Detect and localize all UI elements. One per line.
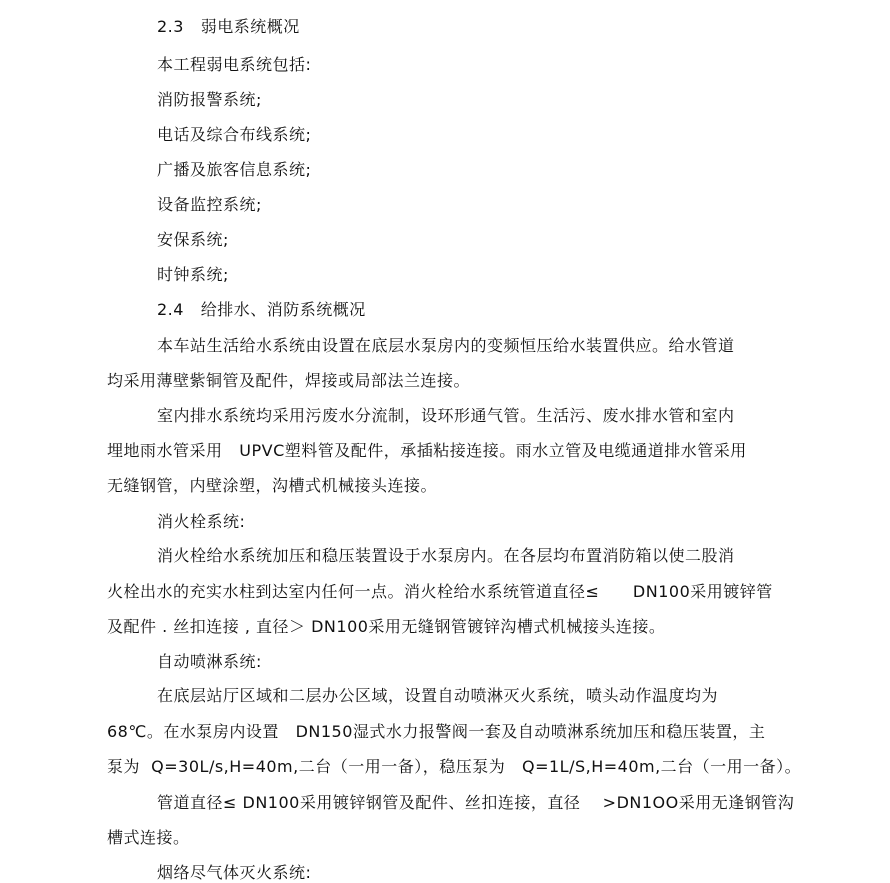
paragraph-line: 管道直径≤ DN100采用镀锌钢管及配件、丝扣连接，直径 >DN1OO采用无逢钢管沟 (157, 793, 795, 812)
section-heading-2-4: 2.4 给排水、消防系统概况 (157, 300, 366, 319)
list-item: 安保系统; (157, 230, 229, 249)
paragraph-line: 埋地雨水管采用 UPVC塑料管及配件，承插粘接连接。雨水立管及电缆通道排水管采用 (107, 441, 747, 460)
list-item: 广播及旅客信息系统; (157, 160, 312, 179)
paragraph-line: 无缝钢管，内壁涂塑，沟槽式机械接头连接。 (107, 476, 438, 495)
paragraph-line: 本车站生活给水系统由设置在底层水泵房内的变频恒压给水装置供应。给水管道 (157, 336, 735, 355)
paragraph-line: 及配件 . 丝扣连接 , 直径＞ DN100采用无缝钢管镀锌沟槽式机械接头连接。 (107, 617, 666, 636)
paragraph-line: 消火栓给水系统加压和稳压装置设于水泵房内。在各层均布置消防箱以使二股消 (157, 546, 735, 565)
paragraph-line: 68℃。在水泵房内设置 DN150湿式水力报警阀一套及自动喷淋系统加压和稳压装置，主 (107, 722, 766, 741)
subheading-hydrant: 消火栓系统: (157, 512, 246, 531)
paragraph-line: 均采用薄壁紫铜管及配件，焊接或局部法兰连接。 (107, 371, 471, 390)
paragraph-line: 在底层站厅区域和二层办公区域，设置自动喷淋灭火系统，喷头动作温度均为 (157, 686, 719, 705)
section-heading-2-3: 2.3 弱电系统概况 (157, 17, 300, 36)
list-item: 消防报警系统; (157, 90, 262, 109)
paragraph-line: 槽式连接。 (107, 828, 190, 847)
paragraph-line: 泵为 Q=30L/s,H=40m,二台（一用一备），稳压泵为 Q=1L/S,H=40m,二台（一用一备）。 (107, 757, 802, 776)
list-item: 时钟系统; (157, 265, 229, 284)
paragraph-line: 室内排水系统均采用污废水分流制，设环形通气管。生活污、废水排水管和室内 (157, 406, 735, 425)
paragraph-line: 火栓出水的充实水柱到达室内任何一点。消火栓给水系统管道直径≤ DN100采用镀锌管 (107, 582, 773, 601)
list-item: 电话及综合布线系统; (157, 125, 312, 144)
paragraph-line: 本工程弱电系统包括: (157, 55, 312, 74)
subheading-gas-extinguishing: 烟络尽气体灭火系统: (157, 863, 312, 882)
subheading-sprinkler: 自动喷淋系统: (157, 652, 262, 671)
list-item: 设备监控系统; (157, 195, 262, 214)
